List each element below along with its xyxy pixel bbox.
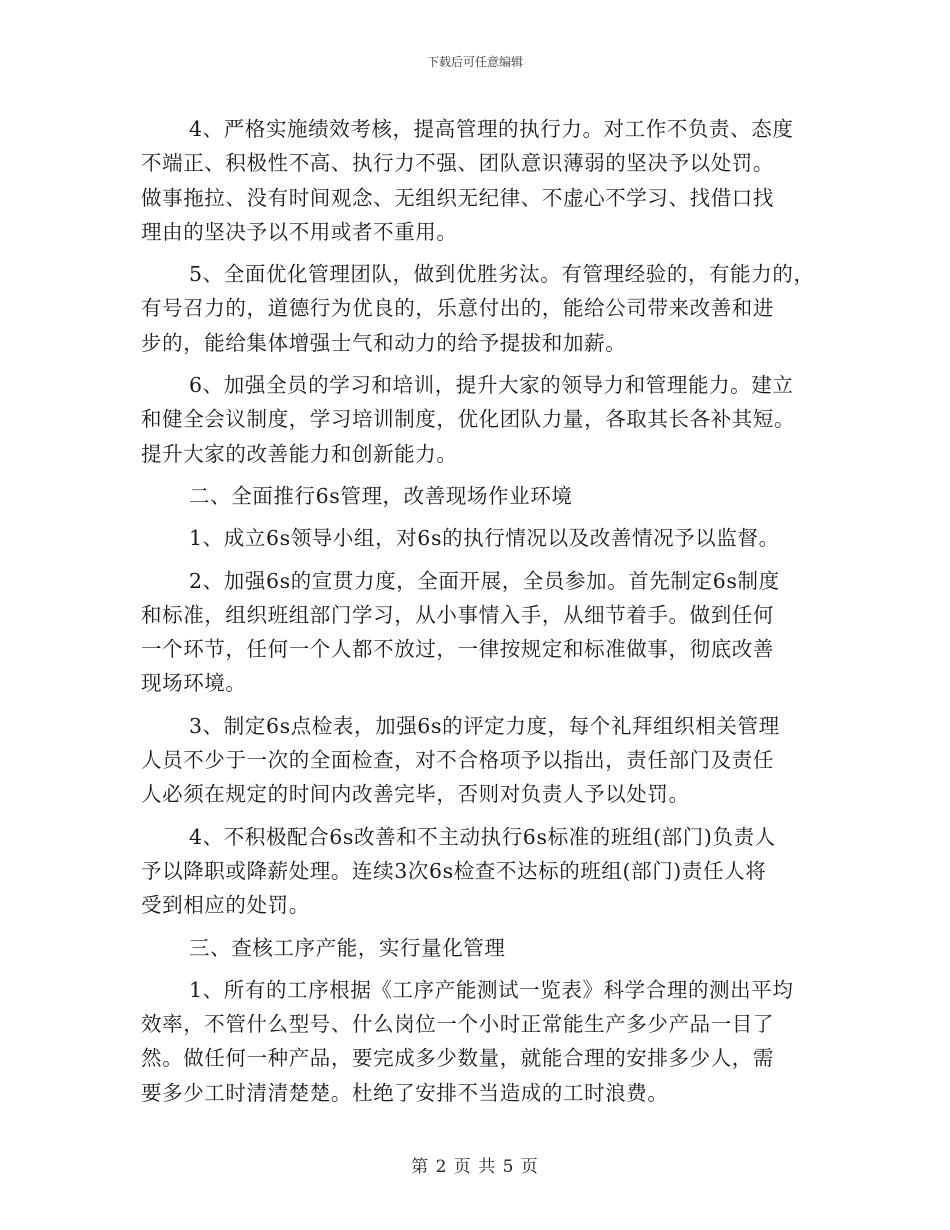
text-line: 3、制定6s点检表，加强6s的评定力度，每个礼拜组织相关管理 <box>189 713 780 738</box>
paragraph <box>141 564 821 701</box>
text-line: 1、所有的工序根据《工序产能测试一览表》科学合理的测出平均 <box>189 977 794 1002</box>
section-heading <box>141 931 821 965</box>
paragraph <box>141 973 821 1110</box>
text-line: 2、加强6s的宣贯力度，全面开展，全员参加。首先制定6s制度 <box>189 568 780 593</box>
paragraph <box>141 257 821 360</box>
text-line: 要多少工时清清楚楚。杜绝了安排不当造成的工时浪费。 <box>141 1080 669 1105</box>
document-body <box>141 112 821 1110</box>
paragraph <box>141 820 821 923</box>
text-line: 和健全会议制度，学习培训制度，优化团队力量，各取其长各补其短。 <box>141 407 796 432</box>
text-line: 4、严格实施绩效考核，提高管理的执行力。对工作不负责、态度 <box>189 117 794 141</box>
text-line: 和标准，组织班组部门学习，从小事情入手，从细节着手。做到任何 <box>141 602 774 627</box>
paragraph <box>141 368 821 471</box>
text-line: 6、加强全员的学习和培训，提升大家的领导力和管理能力。建立 <box>189 373 794 398</box>
text-line: 4、不积极配合6s改善和不主动执行6s标准的班组(部门)负责人 <box>189 824 776 849</box>
paragraph <box>141 112 821 249</box>
text-line: 三、查核工序产能，实行量化管理 <box>189 935 506 960</box>
paragraph <box>141 709 821 812</box>
text-line: 5、全面优化管理团队，做到优胜劣汰。有管理经验的，有能力的， <box>189 262 815 287</box>
text-line: 做事拖拉、没有时间观念、无组织无纪律、不虚心不学习、找借口找 <box>141 185 774 210</box>
page-header: 下载后可任意编辑 <box>426 55 523 69</box>
text-line: 受到相应的处罚。 <box>141 893 310 918</box>
text-line: 理由的坚决予以不用或者不重用。 <box>141 219 458 244</box>
text-line: 不端正、积极性不高、执行力不强、团队意识薄弱的坚决予以处罚。 <box>141 151 774 176</box>
text-line: 然。做任何一种产品，要完成多少数量，就能合理的安排多少人，需 <box>141 1046 774 1071</box>
paragraph <box>141 521 821 555</box>
section-heading <box>141 479 821 513</box>
text-line: 1、成立6s领导小组，对6s的执行情况以及改善情况予以监督。 <box>189 526 780 551</box>
text-line: 予以降职或降薪处理。连续3次6s检查不达标的班组(部门)责任人将 <box>141 858 767 883</box>
page-footer: 第 2 页 共 5 页 <box>411 1157 539 1177</box>
text-line: 一个环节，任何一个人都不放过，一律按规定和标准做事，彻底改善 <box>141 637 774 662</box>
text-line: 人员不少于一次的全面检查，对不合格项予以指出，责任部门及责任 <box>141 748 774 773</box>
text-line: 二、全面推行6s管理，改善现场作业环境 <box>189 483 573 508</box>
text-line: 有号召力的，道德行为优良的，乐意付出的，能给公司带来改善和进 <box>141 296 774 321</box>
text-line: 现场环境。 <box>141 671 247 696</box>
text-line: 提升大家的改善能力和创新能力。 <box>141 441 458 466</box>
text-line: 步的，能给集体增强士气和动力的给予提拔和加薪。 <box>141 330 627 355</box>
text-line: 人必须在规定的时间内改善完毕，否则对负责人予以处罚。 <box>141 782 690 807</box>
text-line: 效率，不管什么型号、什么岗位一个小时正常能生产多少产品一目了 <box>141 1012 774 1037</box>
